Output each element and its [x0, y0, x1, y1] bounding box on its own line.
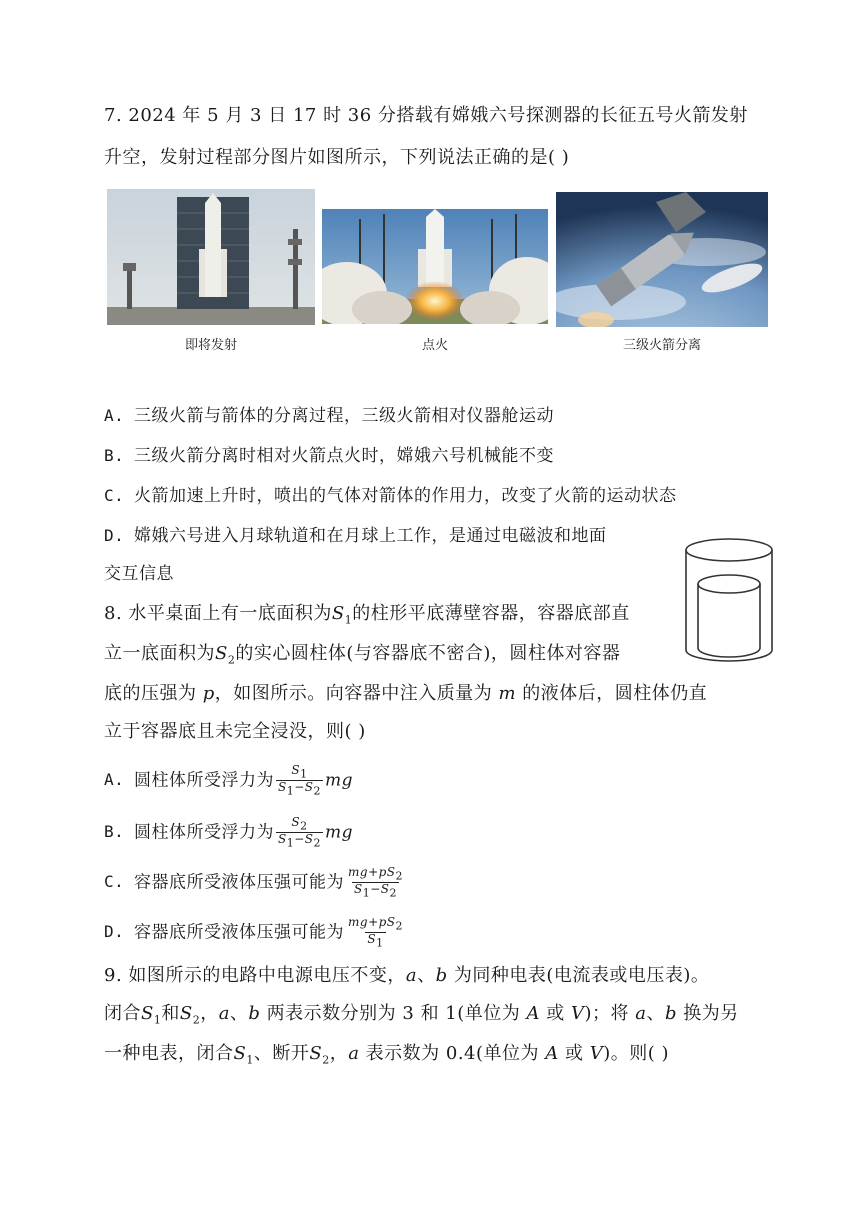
q7-option-c: C. 火箭加速上升时，喷出的气体对箭体的作用力，改变了火箭的运动状态	[104, 486, 677, 506]
rocket-on-pad-photo	[107, 189, 315, 325]
q7-option-d: D. 嫦娥六号进入月球轨道和在月球上工作，是通过电磁波和地面	[104, 526, 607, 546]
q7-stem-line1: 7. 2024 年 5 月 3 日 17 时 36 分搭载有嫦娥六号探测器的长征五号火箭发射	[104, 105, 748, 126]
q7-option-a: A. 三级火箭与箭体的分离过程，三级火箭相对仪器舱运动	[104, 406, 554, 426]
q8-stem-line4: 立于容器底且未完全浸没，则( )	[104, 721, 366, 742]
q8-stem-line3: 底的压强为 p，如图所示。向容器中注入质量为 m 的液体后，圆柱体仍直	[104, 683, 708, 704]
q8-option-b: B. 圆柱体所受浮力为 $\frac{S_2}{S_1-S_2}$ mg	[104, 815, 354, 850]
q8-option-d: D. 容器底所受液体压强可能为 $\frac{mg+pS_2}{S_1}$	[104, 915, 404, 950]
q8-option-a: A. 圆柱体所受浮力为 $\frac{S_1}{S_1-S_2}$ mg	[104, 763, 354, 798]
caption-stage-separation: 三级火箭分离	[622, 338, 701, 353]
q7-option-d-continued: 交互信息	[104, 564, 174, 584]
q8-stem-line1: 8. 水平桌面上有一底面积为$S_1$的柱形平底薄壁容器，容器底部直	[104, 603, 630, 627]
q7-option-b: B. 三级火箭分离时相对火箭点火时，嫦娥六号机械能不变	[104, 446, 554, 466]
caption-about-to-launch: 即将发射	[184, 338, 237, 353]
rocket-ignition-photo	[322, 209, 548, 324]
q8-stem-line2: 立一底面积为$S_2$的实心圆柱体(与容器底不密合)，圆柱体对容器	[104, 643, 621, 667]
container-cylinder-diagram	[683, 534, 775, 664]
caption-ignition: 点火	[421, 338, 448, 353]
q9-stem-line2: 闭合$S_1$和$S_2$，a、b 两表示数分别为 3 和 1(单位为 A 或 V)；将 a、b 换为另	[104, 1003, 739, 1027]
q7-stem-line2: 升空，发射过程部分图片如图所示，下列说法正确的是( )	[104, 147, 570, 168]
stage-separation-photo	[556, 192, 768, 327]
q8-option-c: C. 容器底所受液体压强可能为 $\frac{mg+pS_2}{S_1-S_2}$	[104, 865, 404, 900]
q9-stem-line3: 一种电表，闭合$S_1$、断开$S_2$，a 表示数为 0.4(单位为 A 或 V)。则( )	[104, 1043, 669, 1067]
q9-stem-line1: 9. 如图所示的电路中电源电压不变，a、b 为同种电表(电流表或电压表)。	[104, 965, 710, 986]
